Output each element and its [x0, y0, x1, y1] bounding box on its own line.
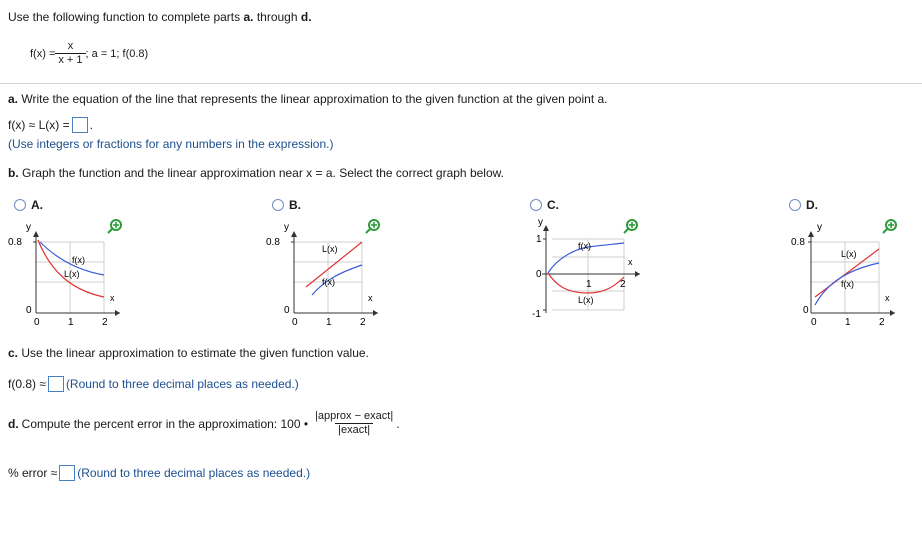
label-L: L(x)	[64, 269, 80, 279]
label-f: f(x)	[841, 279, 854, 289]
label-f: f(x)	[578, 241, 591, 251]
graph-option-a	[0, 215, 140, 330]
x-axis-label: x	[110, 293, 115, 303]
instructions: Use the following function to complete parts a. through d.	[8, 10, 312, 24]
label-L: L(x)	[322, 244, 338, 254]
function-fraction: $\frac{x}{x + 1}$	[55, 40, 85, 67]
part-a-prompt: a. Write the equation of the line that represents the linear approximation to the given function at the given point a.	[8, 92, 608, 106]
part-a-answer-row: f(x) ≈ L(x) = .	[8, 118, 93, 132]
y-axis-label: y	[284, 222, 289, 233]
label-f: f(x)	[72, 255, 85, 265]
part-c-answer-input[interactable]	[48, 376, 64, 392]
ytick-bottom: 0	[284, 305, 290, 316]
option-b-radio[interactable]	[272, 199, 284, 211]
part-d-answer-input[interactable]	[59, 465, 75, 481]
y-axis-label: y	[538, 217, 543, 228]
part-b-prompt: b. Graph the function and the linear approximation near x = a. Select the correct graph below.	[8, 166, 504, 180]
function-definition: f(x) = $\frac{x}{x + 1}$ ; a = 1; f(0.8)	[30, 40, 149, 66]
zoom-in-icon[interactable]	[366, 220, 379, 233]
option-c-radio[interactable]	[530, 199, 542, 211]
x-axis-label: x	[628, 257, 633, 267]
ytick-top: 0.8	[266, 237, 280, 248]
label-f: f(x)	[322, 277, 335, 287]
part-a-answer-input[interactable]	[72, 117, 88, 133]
graph-option-b	[258, 215, 398, 330]
ytick-top: 0.8	[8, 237, 22, 248]
xtick-0: 0	[34, 317, 40, 328]
f-curve	[312, 265, 362, 295]
part-d-answer-row: % error ≈ (Round to three decimal places as needed.)	[8, 466, 311, 480]
xtick-0: 0	[811, 317, 817, 328]
x-axis-label: x	[885, 293, 890, 303]
option-b[interactable]: B.	[272, 198, 301, 212]
option-d-radio[interactable]	[789, 199, 801, 211]
ytick-bottom: 0	[803, 305, 809, 316]
ytick-top: 1	[536, 234, 542, 245]
ytick-bottom: -1	[532, 309, 541, 320]
option-a-radio[interactable]	[14, 199, 26, 211]
xtick-2: 2	[879, 317, 885, 328]
xtick-1: 1	[586, 279, 592, 290]
y-axis-label: y	[26, 222, 31, 233]
x-axis-label: x	[368, 293, 373, 303]
xtick-0: 0	[292, 317, 298, 328]
option-c[interactable]: C.	[530, 198, 559, 212]
part-c-answer-row: f(0.8) ≈ (Round to three decimal places as needed.)	[8, 377, 299, 391]
xtick-2: 2	[360, 317, 366, 328]
graph-option-d	[775, 215, 915, 330]
option-a[interactable]: A.	[14, 198, 43, 212]
part-d-prompt: d. Compute the percent error in the approximation: 100 • $\frac{\text{|approx − exact|}}{\text{|exact|}}$ .	[8, 410, 400, 436]
ytick-top: 0.8	[791, 237, 805, 248]
xtick-1: 1	[326, 317, 332, 328]
zoom-in-icon[interactable]	[624, 220, 637, 233]
part-c-prompt: c. Use the linear approximation to estimate the given function value.	[8, 346, 369, 360]
xtick-2: 2	[102, 317, 108, 328]
label-L: L(x)	[841, 249, 857, 259]
ytick-bottom: 0	[26, 305, 32, 316]
graph-option-c	[516, 215, 656, 330]
xtick-2: 2	[620, 279, 626, 290]
zoom-in-icon[interactable]	[108, 220, 121, 233]
option-d[interactable]: D.	[789, 198, 818, 212]
zoom-in-icon[interactable]	[883, 220, 896, 233]
percent-error-fraction: $\frac{\text{|approx − exact|}}{\text{|exact|}}$	[315, 410, 394, 436]
part-a-hint: (Use integers or fractions for any numbers in the expression.)	[8, 137, 334, 151]
ytick-mid: 0	[536, 269, 542, 280]
xtick-1: 1	[845, 317, 851, 328]
xtick-1: 1	[68, 317, 74, 328]
y-axis-label: y	[817, 222, 822, 233]
label-L: L(x)	[578, 295, 594, 305]
divider	[0, 83, 922, 84]
